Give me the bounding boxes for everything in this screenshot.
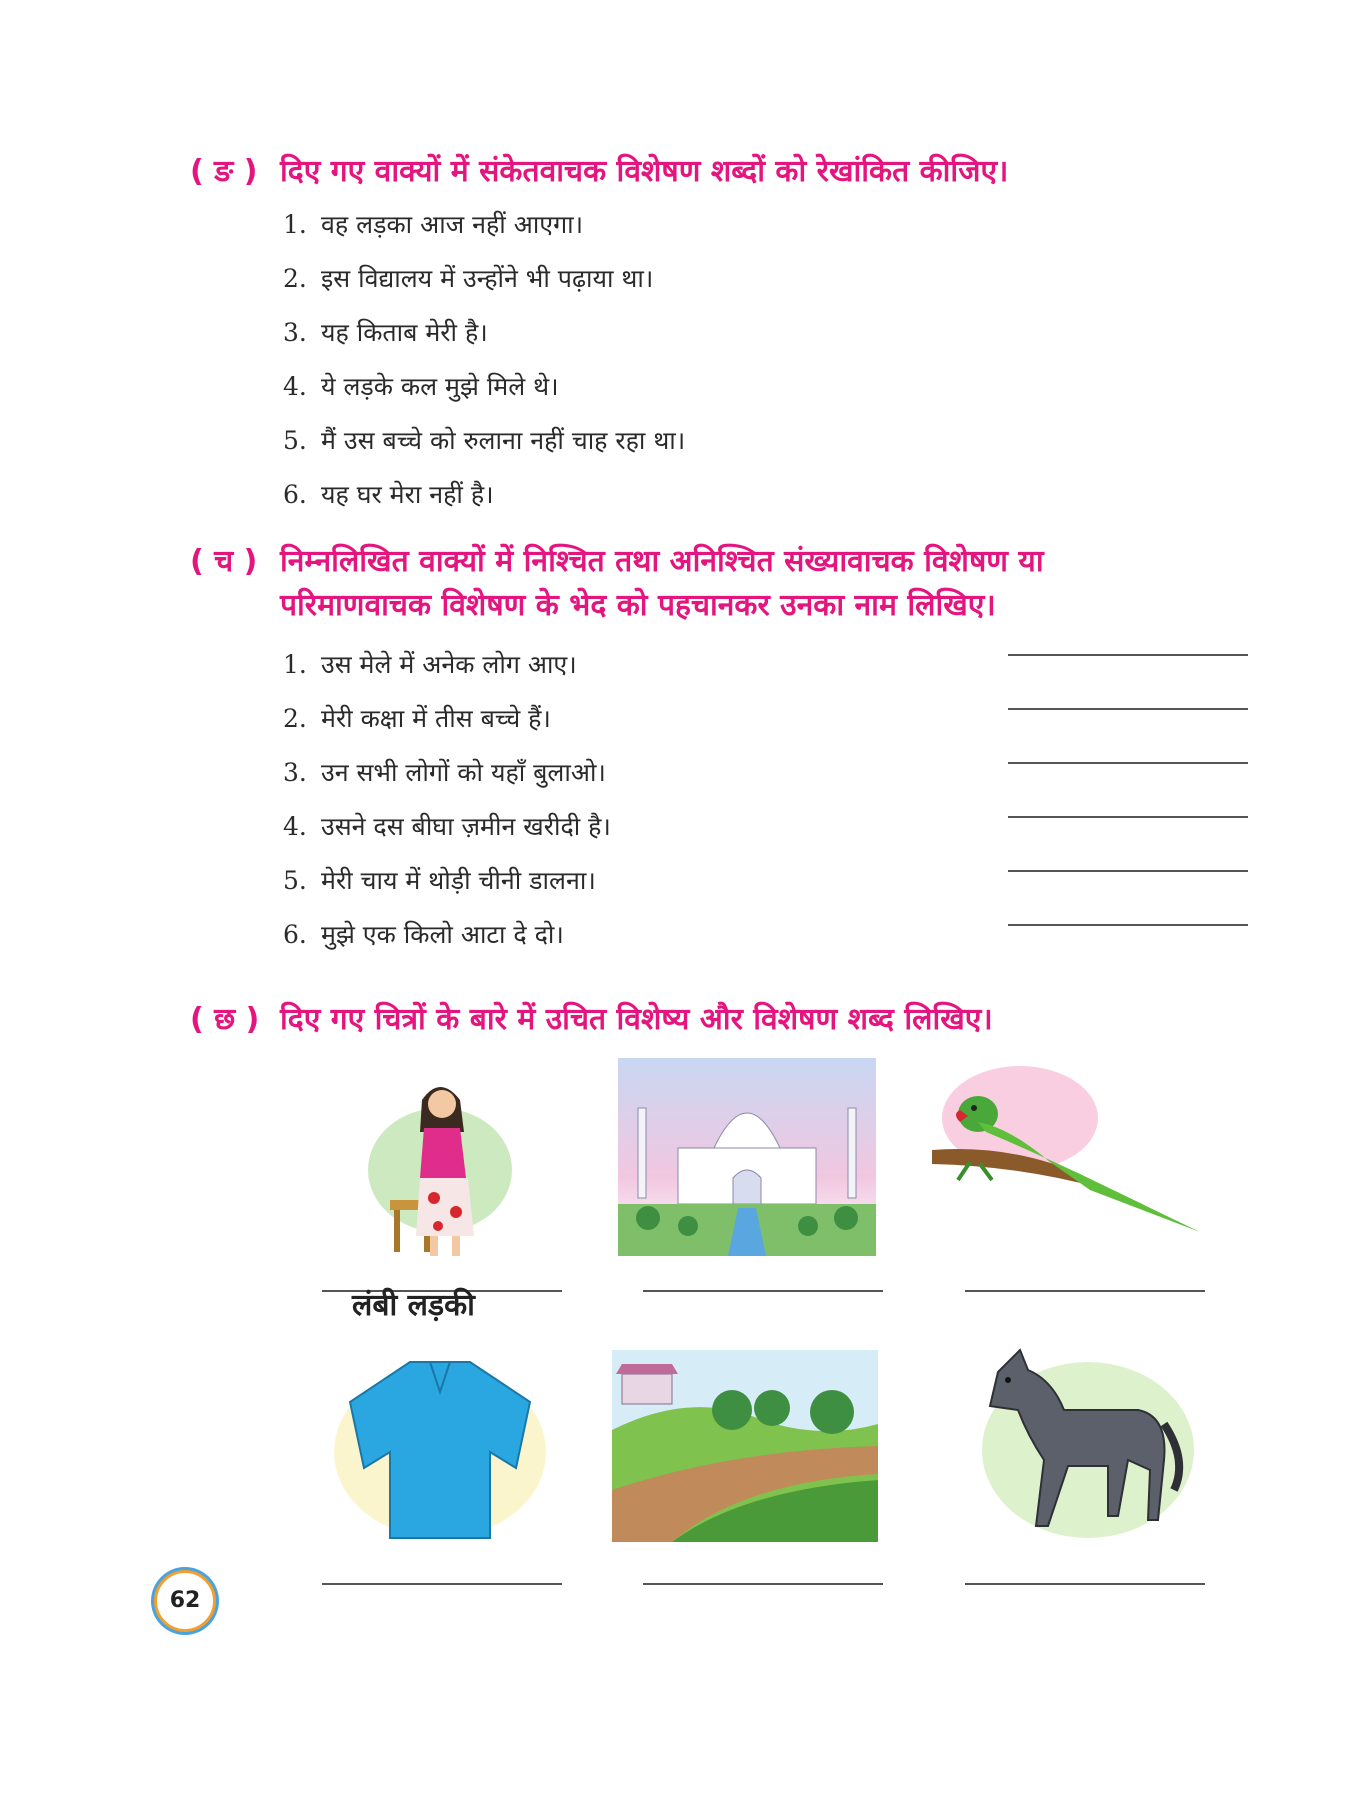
item-text: मैं उस बच्चे को रुलाना नहीं चाह रहा था। [321,426,686,455]
section-title-line2: परिमाणवाचक विशेषण के भेद को पहचानकर उनका नाम लिखिए। [280,588,996,623]
item-number: 4. [283,372,307,401]
section-tag: ( च ) [190,544,258,579]
horse-image [968,1340,1194,1540]
item-number: 3. [283,318,307,347]
answer-line[interactable] [1008,816,1248,818]
item-text: यह घर मेरा नहीं है। [321,480,494,509]
item-text: उसने दस बीघा ज़मीन खरीदी है। [321,812,611,841]
answer-line[interactable] [322,1583,562,1585]
item-text: मेरी कक्षा में तीस बच्चे हैं। [321,704,551,733]
parrot-image [930,1062,1210,1232]
list-item [283,702,551,736]
answer-line[interactable] [965,1583,1205,1585]
list-item [283,918,564,952]
section-heading-nga [190,150,1008,194]
list-item [283,316,488,350]
item-number: 6. [283,920,307,949]
girl-image [360,1060,520,1260]
item-number: 1. [283,650,307,679]
item-number: 2. [283,264,307,293]
section-tag: ( छ ) [190,1002,260,1037]
section-title: दिए गए चित्रों के बारे में उचित विशेष्य और विशेषण शब्द लिखिए। [280,1002,993,1037]
item-text: यह किताब मेरी है। [321,318,488,347]
landscape-image [612,1350,878,1542]
list-item [283,208,583,242]
section-tag: ( ङ ) [190,154,258,189]
page-number: 62 [154,1570,216,1632]
section-heading-chha [190,998,993,1042]
answer-line[interactable] [1008,654,1248,656]
kurta-image [330,1352,550,1542]
taj-mahal-image [618,1058,876,1256]
list-item [283,478,494,512]
item-number: 6. [283,480,307,509]
item-number: 1. [283,210,307,239]
list-item [283,424,685,458]
item-text: वह लड़का आज नहीं आएगा। [321,210,584,239]
item-text: उस मेले में अनेक लोग आए। [321,650,577,679]
answer-line[interactable] [643,1583,883,1585]
example-answer: लंबी लड़की [352,1288,475,1323]
item-number: 3. [283,758,307,787]
answer-line[interactable] [1008,870,1248,872]
list-item [283,864,596,898]
list-item [283,262,653,296]
item-text: ये लड़के कल मुझे मिले थे। [321,372,559,401]
list-item [283,756,606,790]
item-number: 5. [283,426,307,455]
answer-line[interactable] [1008,762,1248,764]
item-text: मेरी चाय में थोड़ी चीनी डालना। [321,866,596,895]
item-text: उन सभी लोगों को यहाँ बुलाओ। [321,758,606,787]
item-number: 2. [283,704,307,733]
answer-line[interactable] [1008,924,1248,926]
item-text: इस विद्यालय में उन्होंने भी पढ़ाया था। [321,264,654,293]
section-heading-cha [190,540,1270,628]
list-item [283,370,559,404]
answer-line[interactable] [643,1290,883,1292]
section-title: दिए गए वाक्यों में संकेतवाचक विशेषण शब्दों को रेखांकित कीजिए। [280,154,1009,189]
answer-line[interactable] [1008,708,1248,710]
answer-line[interactable] [965,1290,1205,1292]
item-number: 5. [283,866,307,895]
list-item [283,810,611,844]
item-text: मुझे एक किलो आटा दे दो। [321,920,564,949]
section-title-line1: निम्नलिखित वाक्यों में निश्चित तथा अनिश्चित संख्यावाचक विशेषण या [280,544,1044,579]
list-item [283,648,577,682]
item-number: 4. [283,812,307,841]
